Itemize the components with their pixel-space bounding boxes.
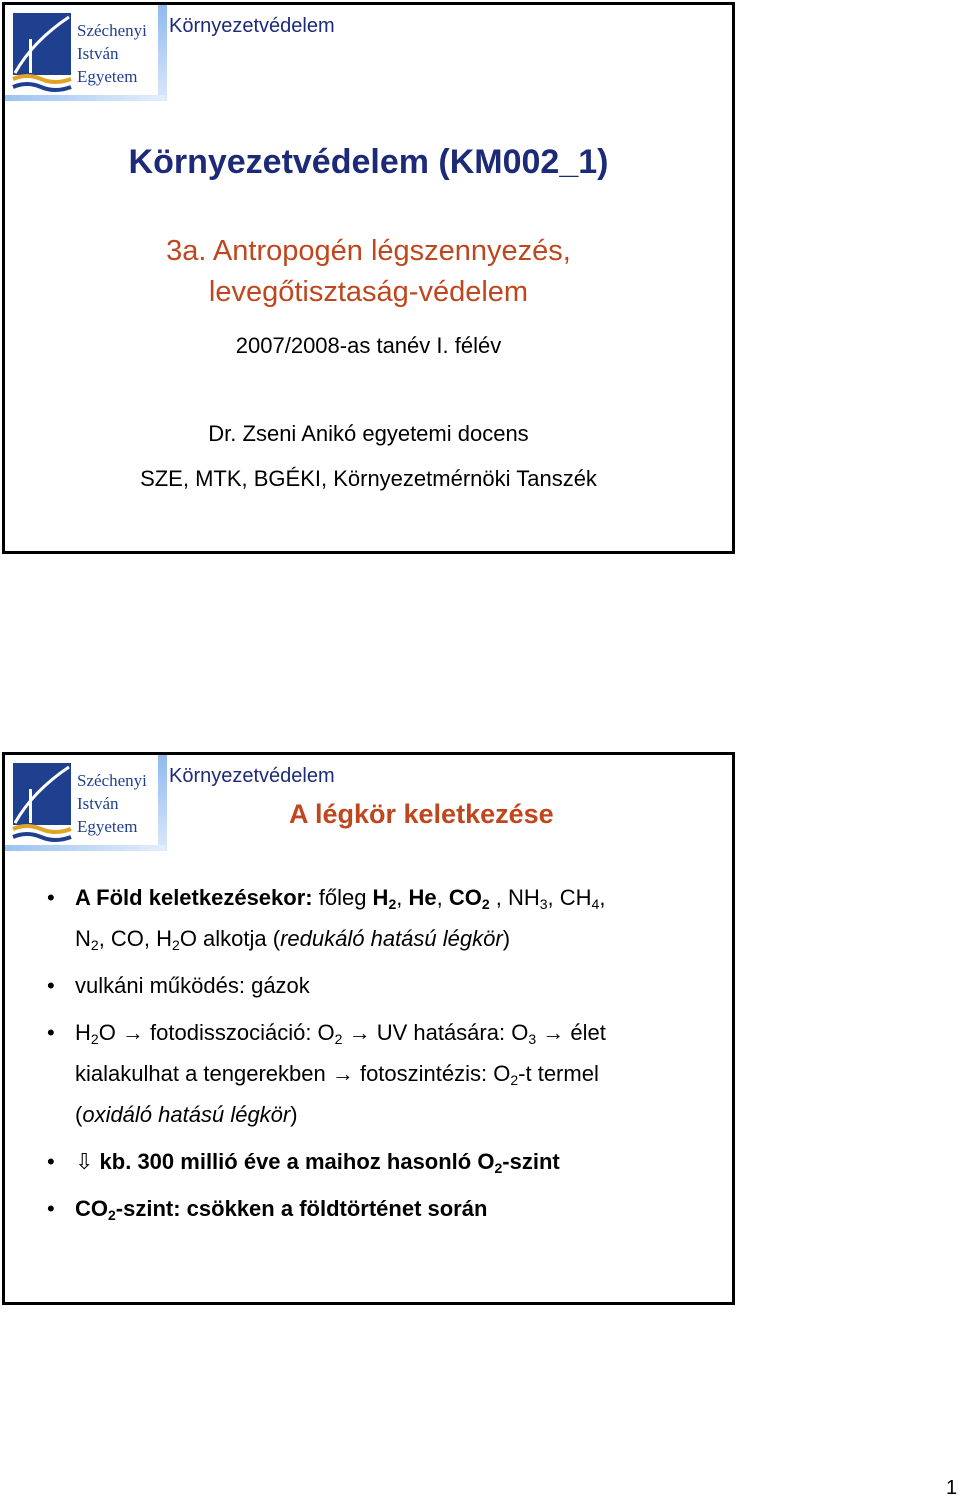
- bullet-item-5: [45, 1188, 725, 1229]
- logo-line-3: Egyetem: [77, 817, 138, 836]
- logo-text: [77, 19, 147, 88]
- bullet-4-line-1: [75, 1141, 725, 1182]
- text-segment: , CO, H: [98, 926, 173, 951]
- bullet-1-line-1: [75, 877, 725, 918]
- text-segment: -szint: [502, 1149, 560, 1174]
- header-horizontal-bar: [5, 845, 165, 851]
- text-segment: A Föld keletkezésekor:: [75, 885, 313, 910]
- slide-1: [2, 2, 735, 554]
- text-segment: O → fotodisszociáció: O: [98, 1020, 335, 1045]
- subscript: 2: [90, 1031, 99, 1047]
- bullet-dot: •: [47, 1149, 55, 1174]
- text-segment: kialakulhat a tengerekben → fotoszintézis: O: [75, 1061, 511, 1086]
- text-segment: CO: [448, 885, 482, 910]
- bullet-dot: •: [47, 1196, 55, 1221]
- author: Dr. Zseni Anikó egyetemi docens: [208, 421, 529, 446]
- text-segment: redukáló hatású légkör: [280, 926, 503, 951]
- bullet-item-1: [45, 877, 725, 959]
- bullet-1-line-2: [75, 918, 725, 959]
- text-segment: ,: [396, 885, 409, 910]
- bullet-dot: •: [47, 973, 55, 998]
- department: SZE, MTK, BGÉKI, Környezetmérnöki Tanszék: [140, 466, 597, 491]
- slide-1-title: Környezetvédelem (KM002_1): [128, 143, 609, 181]
- logo-line-2: István: [77, 794, 119, 813]
- text-segment: CO: [75, 1196, 108, 1221]
- slide-2-title: A légkör keletkezése: [289, 799, 554, 829]
- logo-line-1: Széchenyi: [77, 21, 147, 40]
- text-segment: → UV hatására: O: [342, 1020, 529, 1045]
- slide-2: [2, 752, 735, 1305]
- semester: 2007/2008-as tanév I. félév: [235, 333, 502, 358]
- text-segment: ): [502, 926, 511, 951]
- subscript: 4: [591, 896, 600, 912]
- subscript: 2: [90, 937, 99, 953]
- bullet-list: [45, 877, 725, 1235]
- course-label: Környezetvédelem: [169, 15, 335, 37]
- bullet-3-line-3: [75, 1094, 725, 1135]
- bullet-item-4: [45, 1141, 725, 1182]
- university-logo: [11, 11, 161, 97]
- course-label: Környezetvédelem: [169, 765, 335, 787]
- text-segment: ,: [436, 885, 449, 910]
- text-segment: oxidáló hatású légkör: [82, 1102, 291, 1127]
- bullet-dot: •: [47, 1020, 55, 1045]
- text-segment: -szint: csökken a földtörténet során: [115, 1196, 488, 1221]
- text-segment: , CH: [547, 885, 592, 910]
- subtitle-line-2: levegőtisztaság-védelem: [208, 276, 529, 308]
- logo-text: [77, 769, 147, 838]
- down-arrow-icon: ⇩: [75, 1149, 94, 1174]
- text-segment: He: [408, 885, 437, 910]
- text-segment: O alkotja (: [179, 926, 281, 951]
- text-segment: főleg: [312, 885, 373, 910]
- text-segment: N: [75, 926, 91, 951]
- bullet-5-line-1: [75, 1188, 725, 1229]
- bullet-dot: •: [47, 885, 55, 910]
- subscript: 2: [494, 1160, 503, 1176]
- logo-line-3: Egyetem: [77, 67, 138, 86]
- text-segment: ,: [599, 885, 606, 910]
- logo-line-2: István: [77, 44, 119, 63]
- bullet-2-line-1: vulkáni működés: gázok: [75, 973, 310, 998]
- subscript: 3: [539, 896, 548, 912]
- text-segment: , NH: [489, 885, 540, 910]
- subtitle-line-1: 3a. Antropogén légszennyezés,: [166, 235, 571, 267]
- subscript: 2: [108, 1207, 116, 1223]
- header-vertical-bar: [158, 5, 167, 101]
- subscript: 2: [510, 1072, 519, 1088]
- subscript: 2: [334, 1031, 343, 1047]
- bullet-item-3: [45, 1012, 725, 1135]
- university-emblem-icon: [11, 11, 73, 93]
- text-segment: (: [75, 1102, 83, 1127]
- subscript: 3: [528, 1031, 537, 1047]
- slide-1-subtitle: [5, 231, 732, 313]
- page-number: 1: [946, 1477, 958, 1499]
- header-horizontal-bar: [5, 95, 165, 101]
- text-segment: ): [290, 1102, 298, 1127]
- text-segment: → élet: [536, 1020, 606, 1045]
- header-vertical-bar: [158, 755, 167, 851]
- university-logo: [11, 761, 161, 847]
- subscript: 2: [388, 896, 397, 912]
- subscript: 2: [481, 896, 490, 912]
- university-emblem-icon: [11, 761, 73, 843]
- bullet-3-line-1: [75, 1012, 725, 1053]
- subscript: 2: [172, 937, 180, 953]
- text-segment: H: [75, 1020, 91, 1045]
- text-segment: -t termel: [518, 1061, 599, 1086]
- text-segment: H: [372, 885, 389, 910]
- text-segment: kb. 300 millió éve a maihoz hasonló O: [93, 1149, 495, 1174]
- bullet-item-2: [45, 965, 725, 1006]
- bullet-3-line-2: [75, 1053, 725, 1094]
- logo-line-1: Széchenyi: [77, 771, 147, 790]
